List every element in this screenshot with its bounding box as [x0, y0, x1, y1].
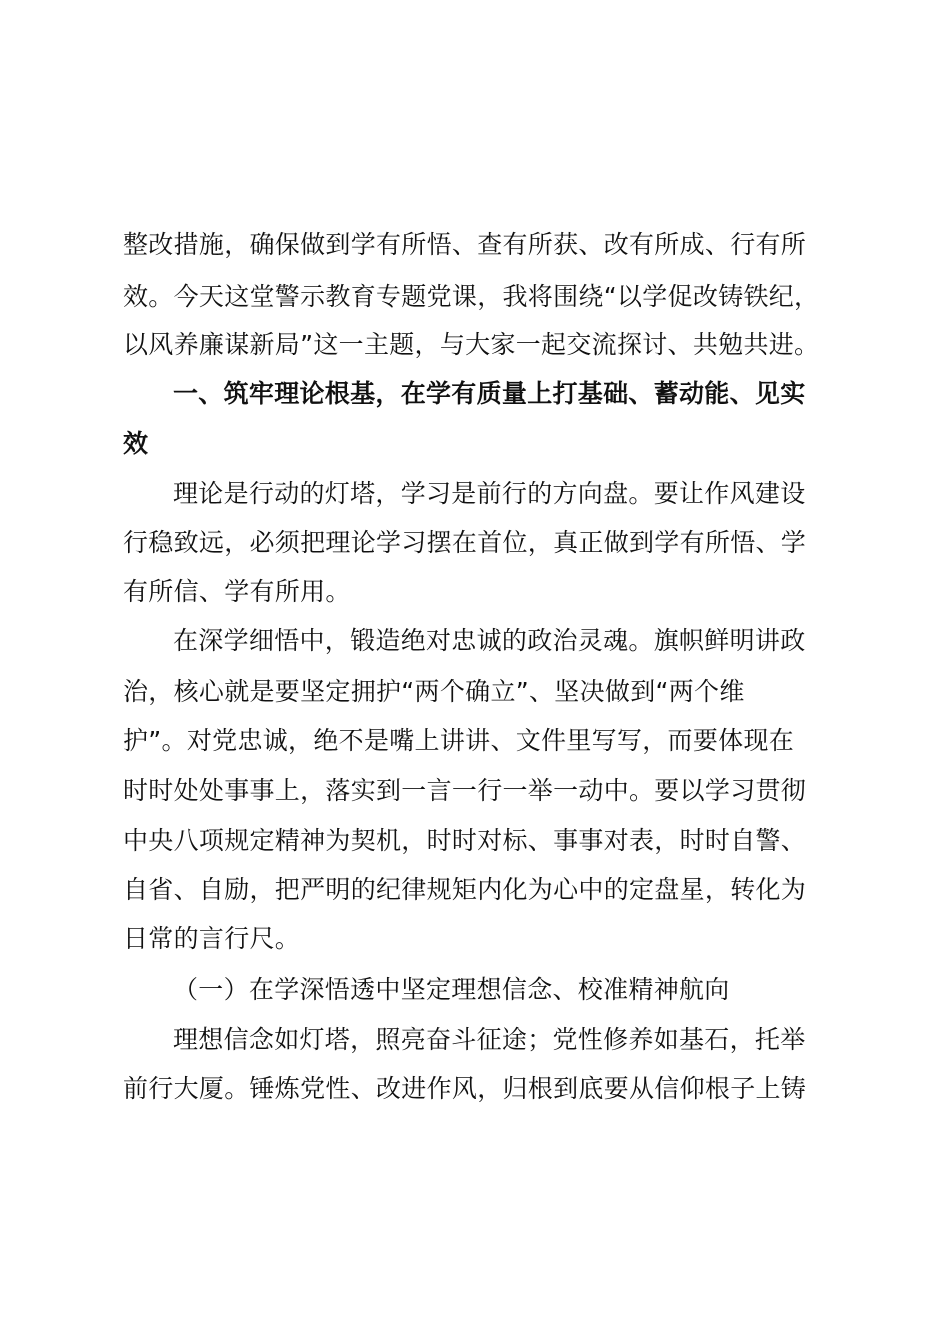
section-heading-line: 一、筑牢理论根基，在学有质量上打基础、蓄动能、见实	[173, 379, 806, 408]
text-line: 理想信念如灯塔，照亮奋斗征途；党性修养如基石，托举	[173, 1025, 806, 1054]
text-line: 在深学细悟中，锻造绝对忠诚的政治灵魂。旗帜鲜明讲政	[173, 626, 806, 655]
text-line: 自省、自励，把严明的纪律规矩内化为心中的定盘星，转化为	[123, 875, 807, 904]
text-line: 中央八项规定精神为契机，时时对标、事事对表，时时自警、	[123, 826, 807, 855]
text-line: 理论是行动的灯塔，学习是前行的方向盘。要让作风建设	[173, 479, 806, 508]
text-line: 效。今天这堂警示教育专题党课，我将围绕“以学促改铸铁纪，	[123, 282, 820, 311]
text-line: 行稳致远，必须把理论学习摆在首位，真正做到学有所悟、学	[123, 528, 807, 557]
text-line: 日常的言行尺。	[123, 924, 301, 953]
text-line: 前行大厦。锤炼党性、改进作风，归根到底要从信仰根子上铸	[123, 1074, 807, 1103]
text-line: 整改措施，确保做到学有所悟、查有所获、改有所成、行有所	[123, 230, 807, 259]
section-heading-line: 效	[123, 429, 149, 458]
text-line: 护”。对党忠诚，绝不是嘴上讲讲、文件里写写，而要体现在	[123, 726, 795, 755]
subsection-heading-line: （一）在学深悟透中坚定理想信念、校准精神航向	[173, 975, 730, 1004]
text-line: 治，核心就是要坚定拥护“两个确立”、坚决做到“两个维	[123, 677, 745, 706]
text-line: 有所信、学有所用。	[123, 577, 351, 606]
text-line: 时时处处事事上，落实到一言一行一举一动中。要以学习贯彻	[123, 776, 807, 805]
text-line: 以风养廉谋新局”这一主题，与大家一起交流探讨、共勉共进。	[123, 330, 820, 359]
